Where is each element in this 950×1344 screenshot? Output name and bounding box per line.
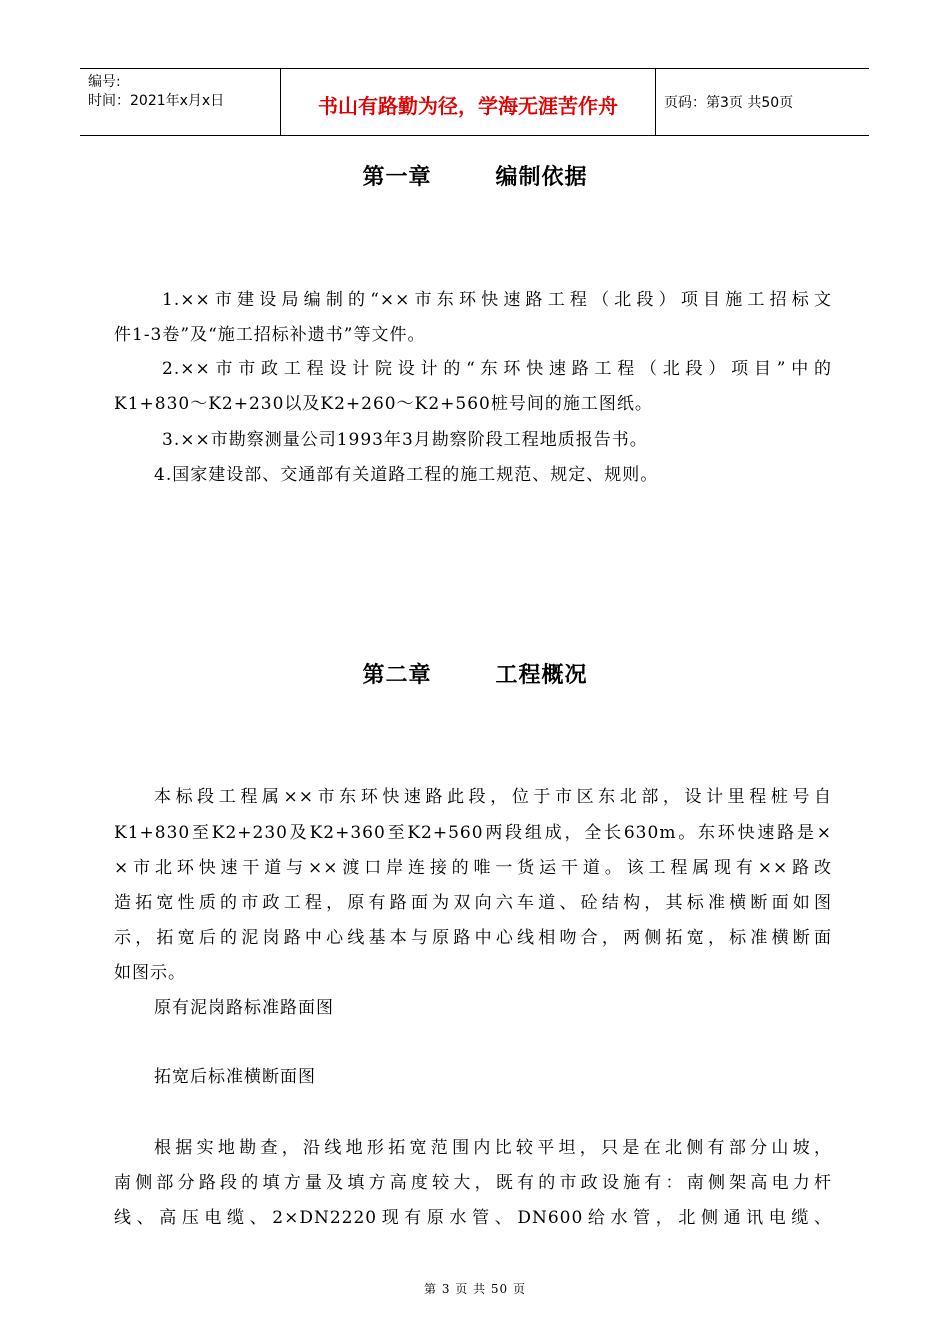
figure-caption-widened: 拓宽后标准横断面图	[154, 1067, 316, 1087]
overview-line-2: K1+830至K2+230及K2+360至K2+560两段组成，全长630m。东环快速路是×	[114, 823, 832, 843]
document-header	[80, 68, 869, 136]
overview-line-6: 如图示。	[114, 963, 186, 983]
header-page-info: 页码：第3页 共50页	[664, 95, 794, 111]
page-footer: 第 3 页 共 50 页	[424, 1282, 526, 1296]
overview-line-3: ×市北环快速干道与××渡口岸连接的唯一货运干道。该工程属现有××路改	[114, 858, 832, 878]
header-meta	[80, 69, 281, 135]
overview-line-5: 示，拓宽后的泥岗路中心线基本与原路中心线相吻合，两侧拓宽，标准横断面	[114, 928, 832, 948]
time-label: 时间：2021年x月x日	[88, 93, 225, 109]
chapter-2-heading	[0, 658, 950, 689]
chapter-1-number: 第一章	[362, 165, 432, 190]
basis-item-2-line-1: 2.××市市政工程设计院设计的“东环快速路工程（北段）项目”中的	[162, 359, 832, 379]
basis-item-3: 3.××市勘察测量公司1993年3月勘察阶段工程地质报告书。	[162, 430, 648, 450]
chapter-1-heading	[0, 160, 950, 191]
figure-caption-original: 原有泥岗路标准路面图	[154, 998, 334, 1018]
survey-line-2: 南侧部分路段的填方量及填方高度较大，既有的市政设施有：南侧架高电力杆	[114, 1173, 832, 1193]
basis-item-1-line-1: 1.××市建设局编制的“××市东环快速路工程（北段）项目施工招标文	[162, 290, 832, 310]
header-motto: 书山有路勤为径，学海无涯苦作舟	[281, 69, 656, 135]
chapter-1-title: 编制依据	[495, 165, 588, 190]
number-label: 编号:	[88, 74, 121, 90]
basis-item-2-line-2: K1+830～K2+230以及K2+260～K2+560桩号间的施工图纸。	[114, 394, 653, 414]
overview-line-4: 造拓宽性质的市政工程，原有路面为双向六车道、砼结构，其标准横断面如图	[114, 893, 832, 913]
chapter-2-title: 工程概况	[495, 663, 588, 688]
survey-line-1: 根据实地勘查，沿线地形拓宽范围内比较平坦，只是在北侧有部分山坡，	[154, 1138, 832, 1158]
basis-item-1-line-2: 件1-3卷”及“施工招标补遗书”等文件。	[114, 325, 426, 345]
basis-item-4: 4.国家建设部、交通部有关道路工程的施工规范、规定、规则。	[154, 465, 659, 485]
chapter-2-number: 第二章	[362, 663, 432, 688]
overview-line-1: 本标段工程属××市东环快速路此段，位于市区东北部，设计里程桩号自	[154, 787, 832, 807]
survey-line-3: 线、高压电缆、2×DN2220现有原水管、DN600给水管，北侧通讯电缆、	[114, 1208, 832, 1228]
